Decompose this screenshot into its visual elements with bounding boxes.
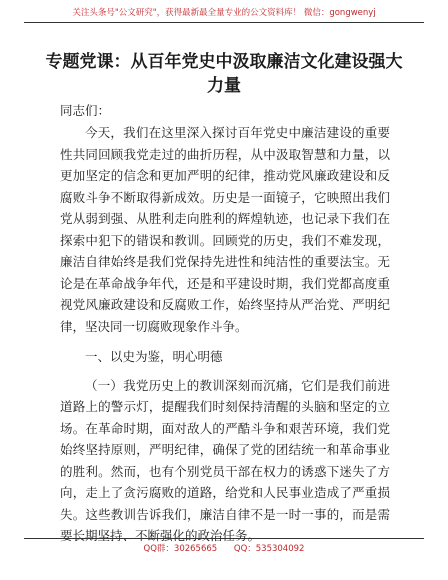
section-heading: 一、以史为鉴，明心明德 <box>85 349 223 364</box>
document-body <box>60 122 390 547</box>
greeting: 同志们： <box>60 103 111 118</box>
page-header-notice: 关注头条号"公文研究"，获得最新最全量专业的公文资料库！ 微信：gongwenyj <box>24 6 424 23</box>
page-footer <box>24 538 424 554</box>
document-title: 专题党课：从百年党史中汲取廉洁文化建设强大力量 <box>45 52 403 96</box>
section-paragraph: （一）我党历史上的教训深刻而沉痛，它们是我们前进道路上的警示灯，提醒我们时刻保持清醒的头脑和坚定的立场。在革命时期，面对敌人的严酷斗争和艰苦环境，我们党始终坚持原则，严明纪律，确保了党的团结统一和革命事业的胜利。然而，也有个别党员干部在权力的诱惑下迷失了方向，走上了贪污腐败的道路，给党和人民事业造成了严重损失。这些教训告诉我们，廉洁自律不是一时一事的，而是需要长期坚持、不断强化的政治任务。 <box>60 377 390 543</box>
intro-paragraph: 今天，我们在这里深入探讨百年党史中廉洁建设的重要性共同回顾我党走过的曲折历程，从中汲取智慧和力量，以更加坚定的信念和更加严明的纪律，推动党风廉政建设和反腐败斗争不断取得新成效。历史是一面镜子，它映照出我们党从弱到强、从胜利走向胜利的辉煌轨迹，也记录下我们在探索中犯下的错误和教训。回顾党的历史，我们不难发现，廉洁自律始终是我们党保持先进性和纯洁性的重要法宝。无论是在革命战争年代，还是和平建设时期，我们党都高度重视党风廉政建设和反腐败工作，始终坚持从严治党、严明纪律，坚决同一切腐败现象作斗争。 <box>60 125 390 334</box>
footer-qq-group: QQ群：30265665 <box>143 544 218 554</box>
footer-qq: QQ：535304092 <box>233 544 305 554</box>
